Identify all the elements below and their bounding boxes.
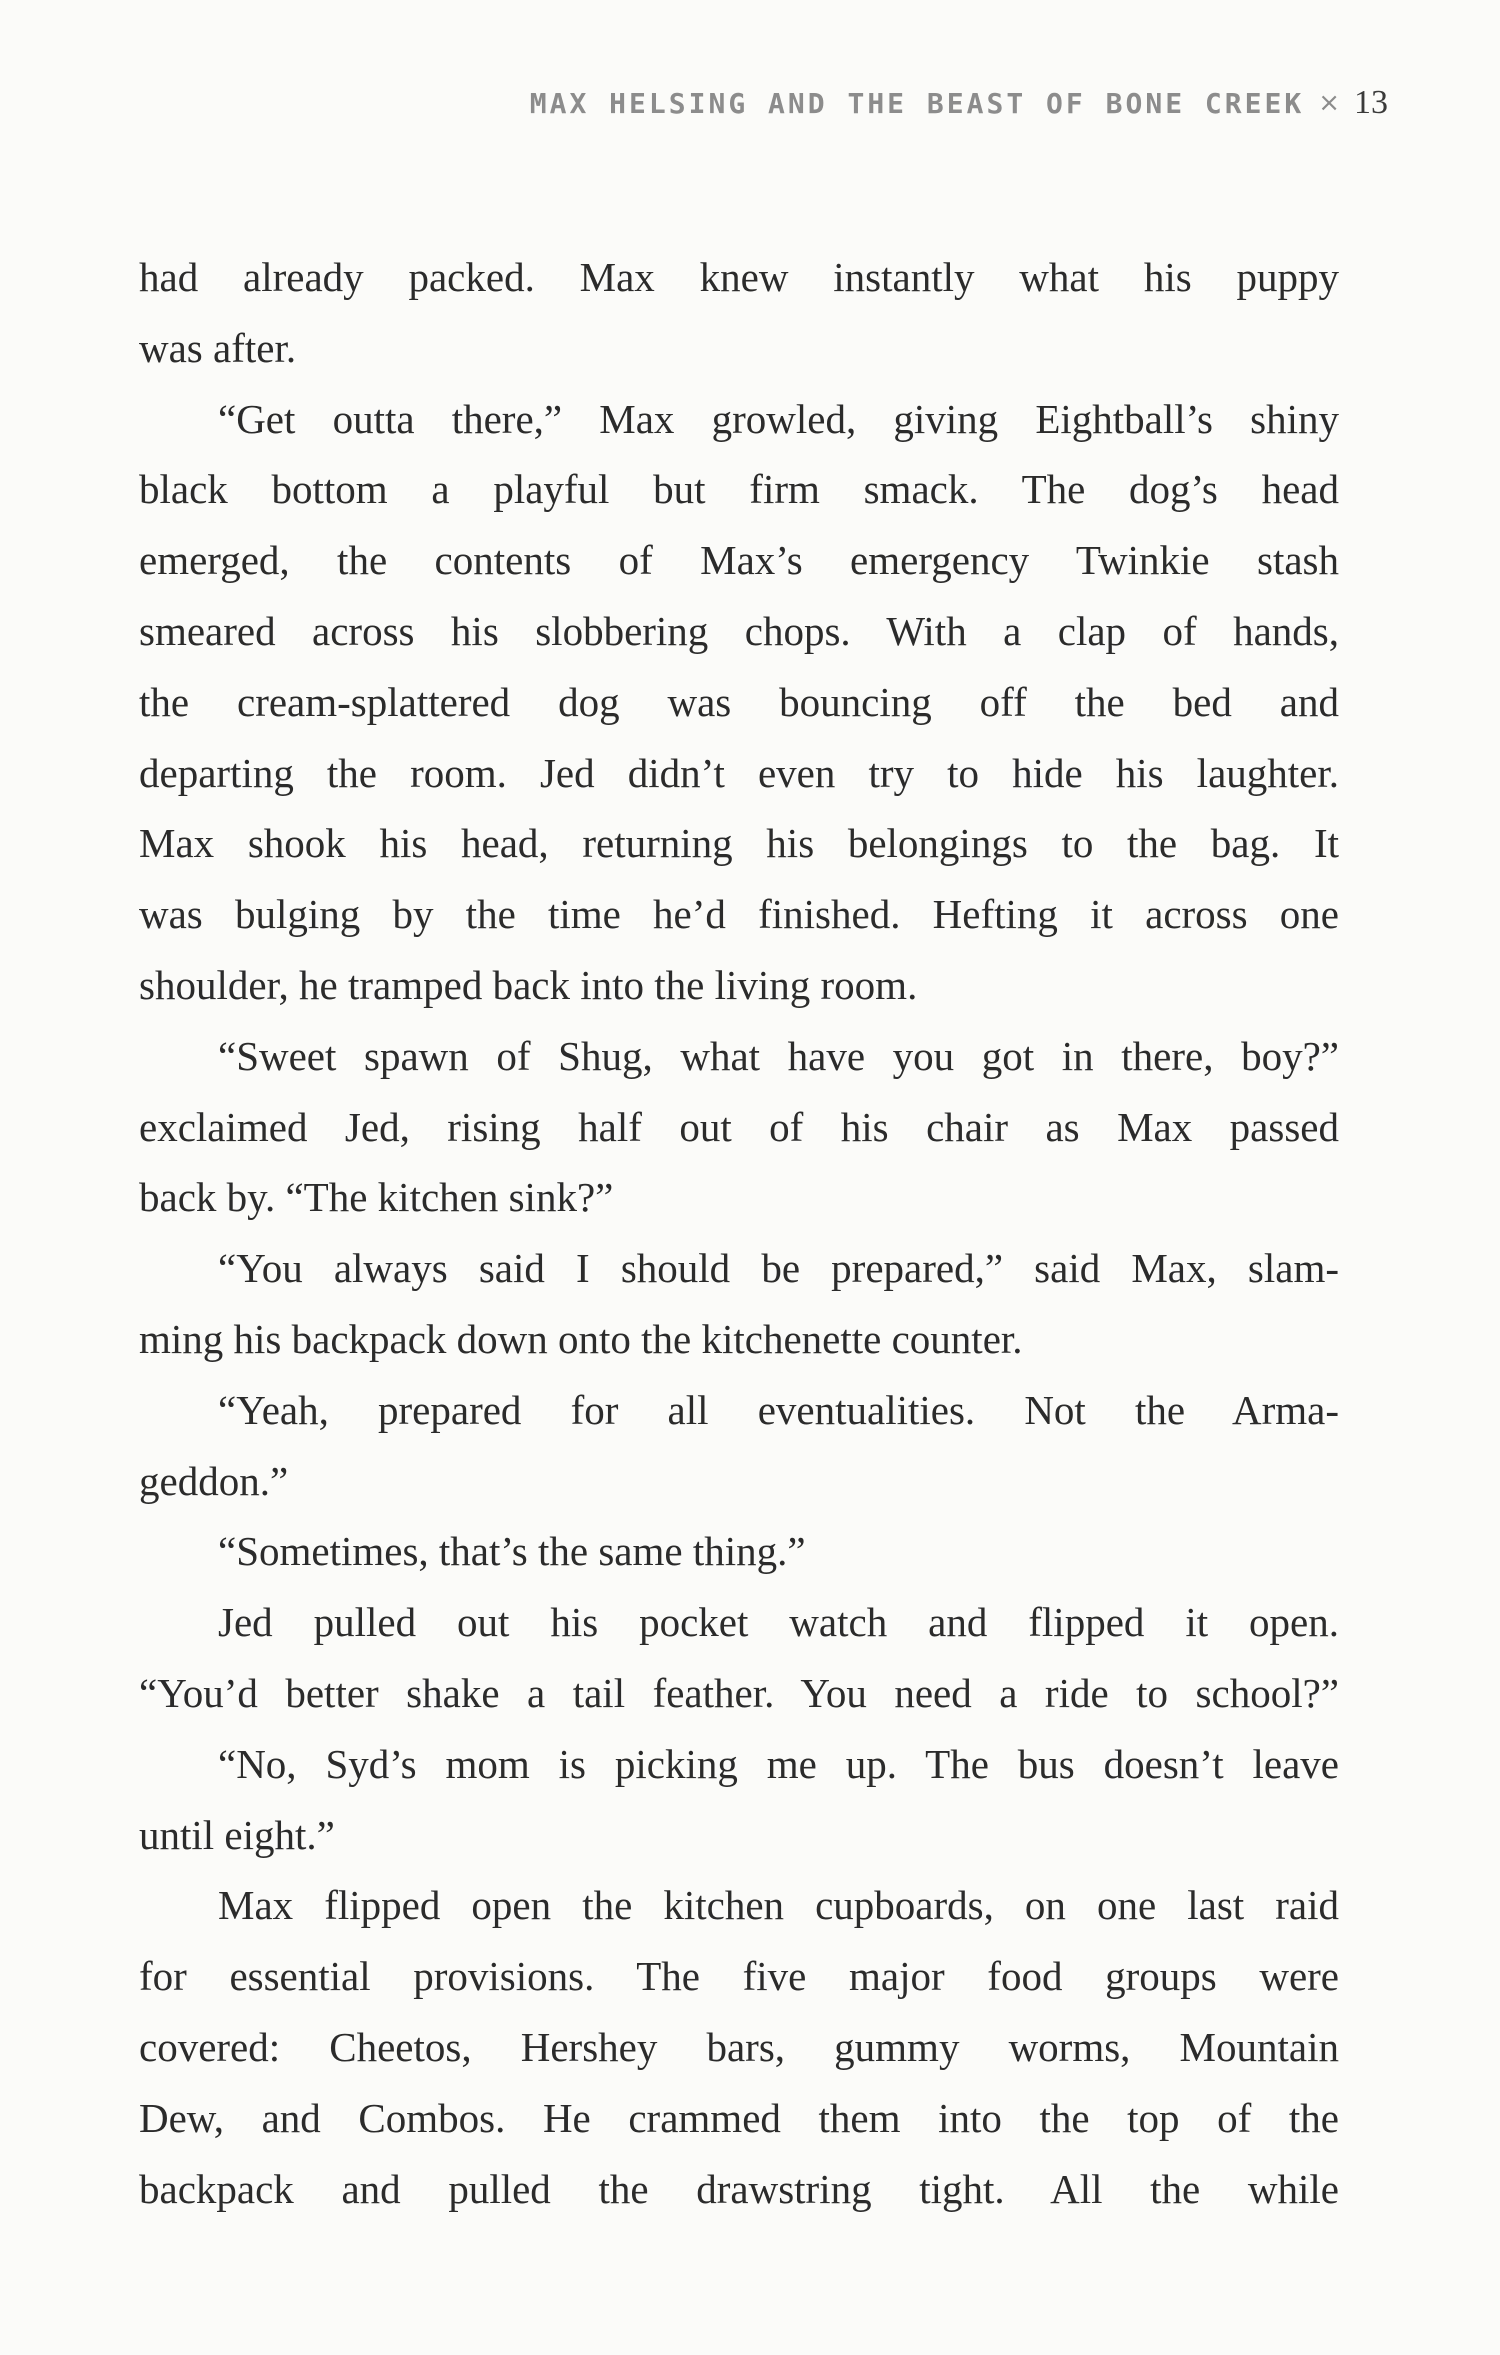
- text-line: was after.: [139, 324, 297, 371]
- text-line: “No, Syd’s mom is picking me up. The bus doesn’t leave: [218, 1740, 1339, 1787]
- running-title: MAX HELSING AND THE BEAST OF BONE CREEK: [529, 86, 1305, 120]
- text-line: Dew, and Combos. He crammed them into the top of the: [139, 2094, 1339, 2141]
- page-number: 13: [1354, 84, 1388, 121]
- text-line: exclaimed Jed, rising half out of his chair as Max passed: [139, 1103, 1339, 1150]
- text-line: “Get outta there,” Max growled, giving Eightball’s shiny: [218, 395, 1339, 442]
- text-line: “Sometimes, that’s the same thing.”: [218, 1528, 806, 1575]
- text-line: “You’d better shake a tail feather. You need a ride to school?”: [139, 1669, 1339, 1716]
- running-head: [530, 84, 1388, 122]
- text-line: until eight.”: [139, 1811, 335, 1858]
- text-line: for essential provisions. The five major food groups were: [139, 1953, 1339, 2000]
- text-line: “Yeah, prepared for all eventualities. Not the Arma-: [218, 1386, 1339, 1433]
- text-line: had already packed. Max knew instantly what his puppy: [139, 254, 1339, 300]
- text-line: back by. “The kitchen sink?”: [139, 1174, 614, 1221]
- text-line: geddon.”: [139, 1457, 289, 1504]
- text-line: shoulder, he tramped back into the living room.: [139, 961, 918, 1008]
- text-line: departing the room. Jed didn’t even try to hide his laughter.: [139, 749, 1339, 796]
- text-line: Max flipped open the kitchen cupboards, on one last raid: [218, 1882, 1339, 1929]
- text-line: emerged, the contents of Max’s emergency Twinkie stash: [139, 537, 1339, 584]
- separator-glyph: ×: [1318, 88, 1340, 118]
- text-line: covered: Cheetos, Hershey bars, gummy worms, Mountain: [139, 2023, 1339, 2070]
- text-line: “Sweet spawn of Shug, what have you got in there, boy?”: [218, 1032, 1339, 1079]
- text-line: black bottom a playful but firm smack. The dog’s head: [139, 466, 1339, 513]
- text-line: was bulging by the time he’d finished. Hefting it across one: [139, 891, 1339, 938]
- text-line: the cream-splattered dog was bouncing off the bed and: [139, 678, 1339, 725]
- text-line: “You always said I should be prepared,” said Max, slam-: [218, 1245, 1339, 1292]
- text-line: ming his backpack down onto the kitchenette counter.: [139, 1315, 1023, 1362]
- body-text: [139, 242, 1339, 2224]
- text-line: backpack and pulled the drawstring tight. All the while: [139, 2165, 1339, 2212]
- text-line: smeared across his slobbering chops. With a clap of hands,: [139, 607, 1339, 654]
- text-line: Max shook his head, returning his belongings to the bag. It: [139, 820, 1339, 867]
- text-line: Jed pulled out his pocket watch and flipped it open.: [218, 1599, 1339, 1646]
